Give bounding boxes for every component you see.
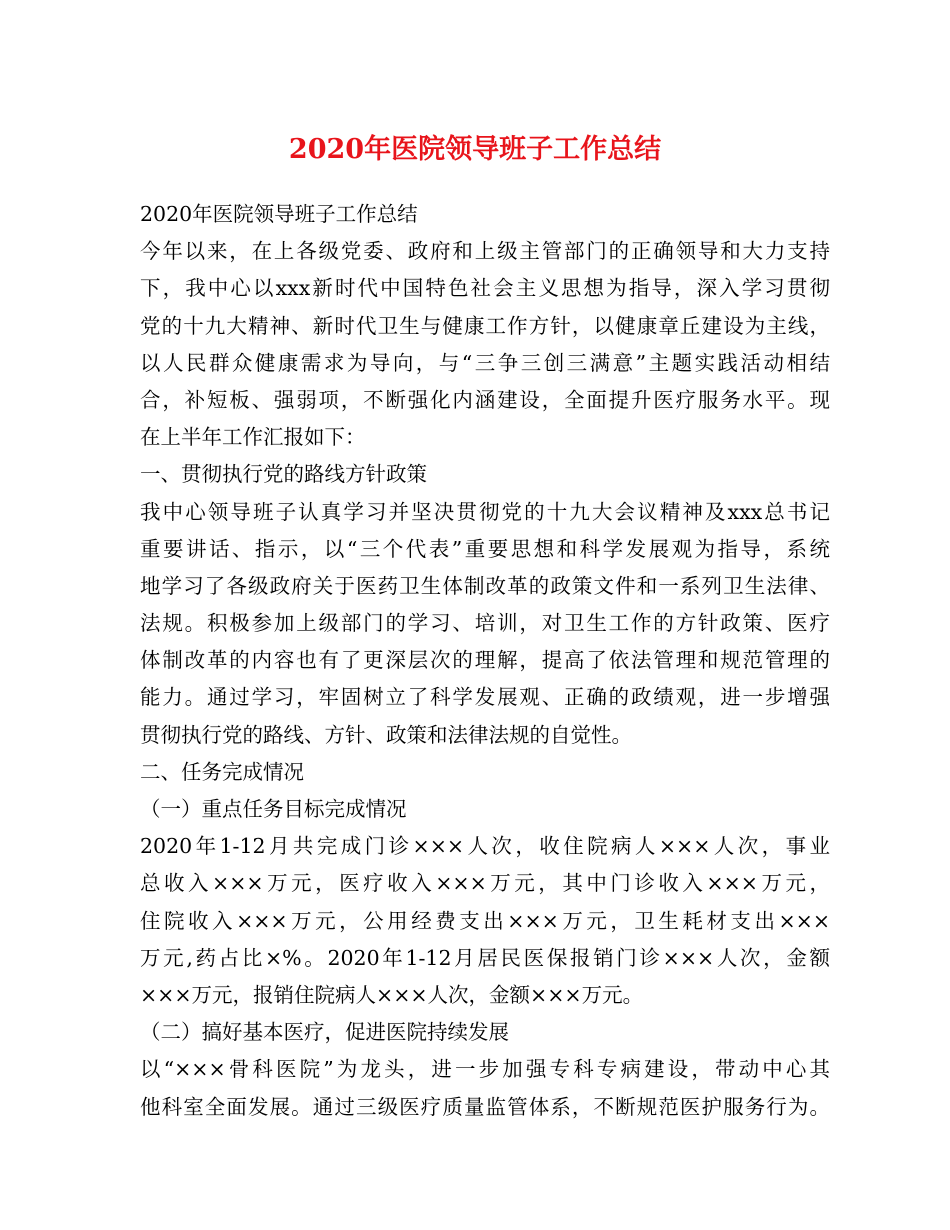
- paragraph-line: 党的十九大精神、新时代卫生与健康工作方针，以健康章丘建设为主线，: [140, 313, 830, 338]
- paragraph-line: 重要讲话、指示，以“三个代表”重要思想和科学发展观为指导，系统: [140, 536, 830, 561]
- paragraph-line: ×××万元，报销住院病人×××人次，金额×××万元。: [140, 982, 644, 1007]
- paragraph-line: 他科室全面发展。通过三级医疗质量监管体系，不断规范医护服务行为。: [140, 1094, 830, 1119]
- paragraph-line: 总收入×××万元，医疗收入×××万元，其中门诊收入×××万元，: [140, 871, 830, 896]
- paragraph-line: 住院收入×××万元，公用经费支出×××万元，卫生耗材支出×××: [140, 908, 830, 933]
- paragraph-line: （二）搞好基本医疗，促进医院持续发展: [140, 1020, 509, 1045]
- paragraph-line: 二、任务完成情况: [140, 759, 304, 784]
- document-body: [140, 196, 830, 1126]
- paragraph-line: 在上半年工作汇报如下：: [140, 425, 366, 450]
- paragraph-line: 我中心领导班子认真学习并坚决贯彻党的十九大会议精神及xxx总书记: [140, 499, 830, 524]
- paragraph-line: 下，我中心以xxx新时代中国特色社会主义思想为指导，深入学习贯彻: [140, 276, 830, 301]
- paragraph-line: 今年以来，在上各级党委、政府和上级主管部门的正确领导和大力支持: [140, 239, 830, 264]
- paragraph-line: 地学习了各级政府关于医药卫生体制改革的政策文件和一系列卫生法律、: [140, 573, 830, 598]
- paragraph-line: 能力。通过学习，牢固树立了科学发展观、正确的政绩观，进一步增强: [140, 685, 830, 710]
- document-title: 2020年医院领导班子工作总结: [288, 134, 662, 165]
- paragraph-line: 贯彻执行党的路线、方针、政策和法律法规的自觉性。: [140, 722, 632, 747]
- paragraph-line: （一）重点任务目标完成情况: [140, 797, 407, 821]
- paragraph-line: 以“×××骨科医院”为龙头，进一步加强专科专病建设，带动中心其: [140, 1057, 830, 1082]
- paragraph-line: 2020年1-12月共完成门诊×××人次，收住院病人×××人次，事业: [140, 834, 830, 859]
- paragraph-line: 法规。积极参加上级部门的学习、培训，对卫生工作的方针政策、医疗: [140, 611, 830, 636]
- paragraph-line: 一、贯彻执行党的路线方针政策: [140, 462, 427, 487]
- paragraph-line: 合，补短板、强弱项，不断强化内涵建设，全面提升医疗服务水平。现: [140, 387, 830, 412]
- paragraph-line: 万元,药占比×%。2020年1-12月居民医保报销门诊×××人次，金额: [140, 945, 830, 970]
- paragraph-line: 以人民群众健康需求为导向，与“三争三创三满意”主题实践活动相结: [140, 350, 830, 375]
- paragraph-line: 体制改革的内容也有了更深层次的理解，提高了依法管理和规范管理的: [140, 648, 830, 673]
- paragraph-line: 2020年医院领导班子工作总结: [140, 202, 418, 226]
